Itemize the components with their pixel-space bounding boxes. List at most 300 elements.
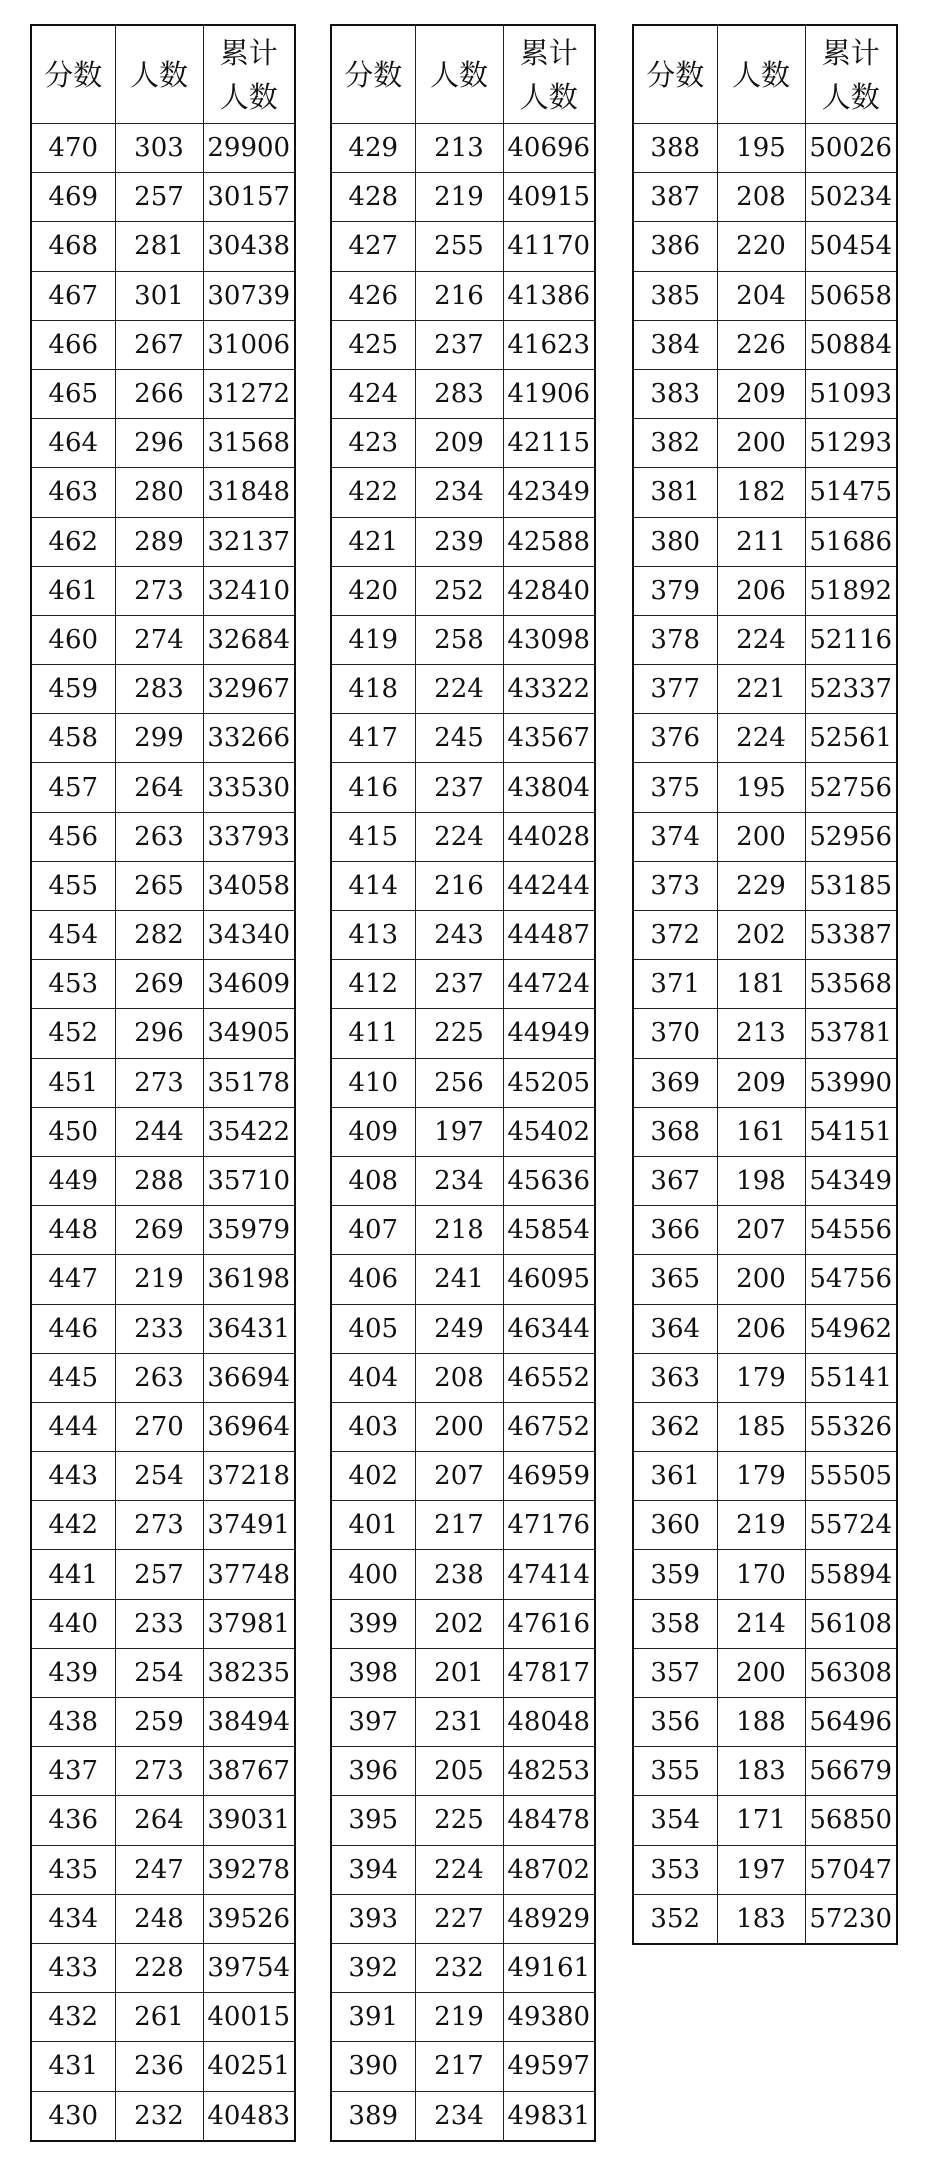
count-cell: 224 [415, 665, 503, 714]
table-row [633, 566, 897, 615]
score-cell: 441 [31, 1550, 115, 1599]
table-row [633, 665, 897, 714]
table-row [331, 665, 595, 714]
score-cell: 451 [31, 1058, 115, 1107]
table-row [331, 1894, 595, 1943]
score-cell: 418 [331, 665, 415, 714]
count-cell: 216 [415, 861, 503, 910]
cumulative-cell: 37218 [203, 1452, 295, 1501]
cumulative-cell: 49597 [503, 2042, 595, 2091]
count-cell: 200 [717, 812, 805, 861]
cumulative-cell: 31272 [203, 369, 295, 418]
count-header: 人数 [717, 25, 805, 124]
score-cell: 411 [331, 1009, 415, 1058]
cumulative-cell: 54556 [805, 1206, 897, 1255]
score-cell: 365 [633, 1255, 717, 1304]
score-cell: 415 [331, 812, 415, 861]
count-cell: 206 [717, 566, 805, 615]
count-cell: 209 [717, 1058, 805, 1107]
count-cell: 264 [115, 1796, 203, 1845]
count-cell: 299 [115, 714, 203, 763]
table-row [331, 1058, 595, 1107]
cumulative-cell: 47414 [503, 1550, 595, 1599]
cumulative-cell: 43567 [503, 714, 595, 763]
score-cell: 364 [633, 1304, 717, 1353]
count-cell: 289 [115, 517, 203, 566]
score-cell: 371 [633, 960, 717, 1009]
table-row [331, 1255, 595, 1304]
count-cell: 225 [415, 1009, 503, 1058]
cumulative-cell: 41623 [503, 320, 595, 369]
score-table-2 [330, 24, 596, 2142]
score-cell: 457 [31, 763, 115, 812]
table-row [31, 419, 295, 468]
table-row [633, 1894, 897, 1944]
count-cell: 195 [717, 124, 805, 173]
score-cell: 416 [331, 763, 415, 812]
cumulative-cell: 45636 [503, 1156, 595, 1205]
count-cell: 273 [115, 1058, 203, 1107]
table-row [31, 271, 295, 320]
cumulative-cell: 53781 [805, 1009, 897, 1058]
cumulative-cell: 30438 [203, 222, 295, 271]
score-cell: 465 [31, 369, 115, 418]
score-cell: 409 [331, 1107, 415, 1156]
count-cell: 254 [115, 1452, 203, 1501]
table-row [633, 1452, 897, 1501]
score-cell: 373 [633, 861, 717, 910]
cumulative-cell: 32137 [203, 517, 295, 566]
score-cell: 367 [633, 1156, 717, 1205]
cumulative-cell: 53185 [805, 861, 897, 910]
count-cell: 226 [717, 320, 805, 369]
score-cell: 437 [31, 1747, 115, 1796]
cumulative-cell: 39754 [203, 1943, 295, 1992]
table-row [633, 1107, 897, 1156]
score-cell: 419 [331, 615, 415, 664]
cumulative-cell: 46752 [503, 1402, 595, 1451]
count-cell: 200 [415, 1402, 503, 1451]
score-cell: 423 [331, 419, 415, 468]
cumulative-cell: 38767 [203, 1747, 295, 1796]
cumulative-cell: 54962 [805, 1304, 897, 1353]
cumulative-cell: 45205 [503, 1058, 595, 1107]
score-cell: 459 [31, 665, 115, 714]
count-header: 人数 [415, 25, 503, 124]
score-cell: 397 [331, 1698, 415, 1747]
count-cell: 221 [717, 665, 805, 714]
count-cell: 200 [717, 1648, 805, 1697]
cumulative-cell: 36198 [203, 1255, 295, 1304]
cumulative-cell: 46552 [503, 1353, 595, 1402]
cumulative-cell: 51892 [805, 566, 897, 615]
score-cell: 446 [31, 1304, 115, 1353]
score-cell: 447 [31, 1255, 115, 1304]
table-row [633, 468, 897, 517]
count-cell: 274 [115, 615, 203, 664]
cumulative-cell: 32967 [203, 665, 295, 714]
count-header: 人数 [115, 25, 203, 124]
count-cell: 252 [415, 566, 503, 615]
table-row [31, 517, 295, 566]
score-cell: 366 [633, 1206, 717, 1255]
table-row [331, 1943, 595, 1992]
count-cell: 219 [115, 1255, 203, 1304]
cumulative-cell: 55141 [805, 1353, 897, 1402]
count-cell: 183 [717, 1747, 805, 1796]
cumulative-cell: 40015 [203, 1993, 295, 2042]
table-row [633, 911, 897, 960]
table-row [331, 2091, 595, 2141]
score-cell: 439 [31, 1648, 115, 1697]
score-table-1 [30, 24, 296, 2142]
score-cell: 377 [633, 665, 717, 714]
cumulative-cell: 48702 [503, 1845, 595, 1894]
table-row [331, 1845, 595, 1894]
score-cell: 389 [331, 2091, 415, 2141]
cumulative-cell: 57047 [805, 1845, 897, 1894]
cumulative-cell: 44244 [503, 861, 595, 910]
count-cell: 213 [415, 124, 503, 173]
cumulative-cell: 41170 [503, 222, 595, 271]
table-row [331, 1353, 595, 1402]
count-cell: 267 [115, 320, 203, 369]
score-cell: 438 [31, 1698, 115, 1747]
count-cell: 202 [415, 1599, 503, 1648]
score-cell: 448 [31, 1206, 115, 1255]
score-cell: 433 [31, 1943, 115, 1992]
score-cell: 462 [31, 517, 115, 566]
score-cell: 463 [31, 468, 115, 517]
table-row [31, 222, 295, 271]
count-cell: 245 [415, 714, 503, 763]
cumulative-cell: 53568 [805, 960, 897, 1009]
cumulative-cell: 41386 [503, 271, 595, 320]
table-row [31, 1648, 295, 1697]
score-cell: 376 [633, 714, 717, 763]
table-row [633, 1009, 897, 1058]
table-row [331, 1796, 595, 1845]
table-row [331, 566, 595, 615]
score-cell: 372 [633, 911, 717, 960]
count-cell: 269 [115, 960, 203, 1009]
cumulative-cell: 49831 [503, 2091, 595, 2141]
table-row [633, 1796, 897, 1845]
count-cell: 239 [415, 517, 503, 566]
cumulative-cell: 54756 [805, 1255, 897, 1304]
score-cell: 413 [331, 911, 415, 960]
count-cell: 266 [115, 369, 203, 418]
cumulative-cell: 39278 [203, 1845, 295, 1894]
table-row [31, 861, 295, 910]
count-cell: 200 [717, 1255, 805, 1304]
count-cell: 233 [115, 1304, 203, 1353]
table-row [31, 1993, 295, 2042]
score-cell: 359 [633, 1550, 717, 1599]
table-row [633, 960, 897, 1009]
cumulative-cell: 35422 [203, 1107, 295, 1156]
count-cell: 182 [717, 468, 805, 517]
count-cell: 217 [415, 2042, 503, 2091]
score-cell: 425 [331, 320, 415, 369]
score-cell: 458 [31, 714, 115, 763]
count-cell: 237 [415, 320, 503, 369]
table-row [31, 911, 295, 960]
table-row [633, 222, 897, 271]
cumulative-cell: 38494 [203, 1698, 295, 1747]
score-cell: 422 [331, 468, 415, 517]
cumulative-cell: 37981 [203, 1599, 295, 1648]
cumulative-cell: 29900 [203, 124, 295, 173]
table-row [31, 1402, 295, 1451]
count-cell: 273 [115, 1747, 203, 1796]
cumulative-cell: 52956 [805, 812, 897, 861]
table-row [331, 1747, 595, 1796]
score-cell: 460 [31, 615, 115, 664]
table-row [31, 369, 295, 418]
table-row [31, 1304, 295, 1353]
table-row [331, 960, 595, 1009]
cumulative-cell: 40915 [503, 173, 595, 222]
cumulative-cell: 31568 [203, 419, 295, 468]
count-cell: 254 [115, 1648, 203, 1697]
cumulative-cell: 45854 [503, 1206, 595, 1255]
table-row [331, 468, 595, 517]
table-row [331, 812, 595, 861]
cumulative-cell: 47176 [503, 1501, 595, 1550]
table-row [331, 1993, 595, 2042]
score-cell: 417 [331, 714, 415, 763]
count-cell: 256 [415, 1058, 503, 1107]
cumulative-cell: 34058 [203, 861, 295, 910]
cumulative-cell: 50234 [805, 173, 897, 222]
cumulative-cell: 51475 [805, 468, 897, 517]
score-cell: 432 [31, 1993, 115, 2042]
count-cell: 259 [115, 1698, 203, 1747]
score-cell: 383 [633, 369, 717, 418]
score-cell: 393 [331, 1894, 415, 1943]
score-cell: 464 [31, 419, 115, 468]
score-cell: 429 [331, 124, 415, 173]
score-cell: 431 [31, 2042, 115, 2091]
table-row [633, 1255, 897, 1304]
table-row [633, 1058, 897, 1107]
table-row [331, 1206, 595, 1255]
cumulative-cell: 52561 [805, 714, 897, 763]
table-row [31, 1550, 295, 1599]
score-cell: 385 [633, 271, 717, 320]
cumulative-cell: 33266 [203, 714, 295, 763]
cumulative-cell: 31006 [203, 320, 295, 369]
count-cell: 214 [717, 1599, 805, 1648]
table-body [633, 124, 897, 1944]
cumulative-cell: 37748 [203, 1550, 295, 1599]
count-cell: 296 [115, 419, 203, 468]
table-row [31, 763, 295, 812]
score-cell: 430 [31, 2091, 115, 2141]
score-cell: 362 [633, 1402, 717, 1451]
table-row [633, 419, 897, 468]
score-cell: 468 [31, 222, 115, 271]
score-cell: 360 [633, 1501, 717, 1550]
score-cell: 450 [31, 1107, 115, 1156]
count-cell: 195 [717, 763, 805, 812]
count-cell: 269 [115, 1206, 203, 1255]
count-cell: 237 [415, 960, 503, 1009]
cumulative-cell: 30739 [203, 271, 295, 320]
header-row [31, 25, 295, 124]
count-cell: 219 [717, 1501, 805, 1550]
table-row [633, 173, 897, 222]
cumulative-cell: 55724 [805, 1501, 897, 1550]
cumulative-cell: 57230 [805, 1894, 897, 1944]
cumulative-header: 累计 人数 [503, 25, 595, 124]
score-cell: 445 [31, 1353, 115, 1402]
cumulative-cell: 44724 [503, 960, 595, 1009]
table-row [31, 468, 295, 517]
count-cell: 207 [717, 1206, 805, 1255]
count-cell: 281 [115, 222, 203, 271]
table-row [331, 861, 595, 910]
cumulative-cell: 34340 [203, 911, 295, 960]
count-cell: 258 [415, 615, 503, 664]
score-cell: 421 [331, 517, 415, 566]
count-cell: 280 [115, 468, 203, 517]
count-cell: 213 [717, 1009, 805, 1058]
count-cell: 204 [717, 271, 805, 320]
table-row [31, 1107, 295, 1156]
score-cell: 469 [31, 173, 115, 222]
count-cell: 282 [115, 911, 203, 960]
table-row [331, 1452, 595, 1501]
count-cell: 197 [717, 1845, 805, 1894]
count-cell: 264 [115, 763, 203, 812]
count-cell: 218 [415, 1206, 503, 1255]
cumulative-cell: 48478 [503, 1796, 595, 1845]
count-cell: 209 [717, 369, 805, 418]
count-cell: 233 [115, 1599, 203, 1648]
cumulative-cell: 52116 [805, 615, 897, 664]
score-cell: 368 [633, 1107, 717, 1156]
cumulative-cell: 47817 [503, 1648, 595, 1697]
cumulative-cell: 40251 [203, 2042, 295, 2091]
score-cell: 452 [31, 1009, 115, 1058]
count-cell: 257 [115, 173, 203, 222]
count-cell: 197 [415, 1107, 503, 1156]
score-cell: 378 [633, 615, 717, 664]
table-row [331, 320, 595, 369]
count-cell: 224 [717, 714, 805, 763]
table-row [633, 1304, 897, 1353]
cumulative-cell: 54349 [805, 1156, 897, 1205]
count-cell: 205 [415, 1747, 503, 1796]
cumulative-cell: 53990 [805, 1058, 897, 1107]
table-row [633, 124, 897, 173]
score-cell: 354 [633, 1796, 717, 1845]
cumulative-cell: 41906 [503, 369, 595, 418]
score-cell: 353 [633, 1845, 717, 1894]
table-row [331, 714, 595, 763]
cumulative-cell: 55894 [805, 1550, 897, 1599]
table-row [331, 1501, 595, 1550]
count-cell: 185 [717, 1402, 805, 1451]
table-row [633, 763, 897, 812]
cumulative-cell: 43322 [503, 665, 595, 714]
count-cell: 216 [415, 271, 503, 320]
score-cell: 374 [633, 812, 717, 861]
count-cell: 247 [115, 1845, 203, 1894]
score-cell: 388 [633, 124, 717, 173]
count-cell: 209 [415, 419, 503, 468]
cumulative-cell: 36431 [203, 1304, 295, 1353]
table-row [31, 1747, 295, 1796]
score-cell: 370 [633, 1009, 717, 1058]
table-row [31, 1206, 295, 1255]
count-cell: 301 [115, 271, 203, 320]
table-row [331, 1550, 595, 1599]
score-cell: 428 [331, 173, 415, 222]
cumulative-cell: 48253 [503, 1747, 595, 1796]
cumulative-cell: 49380 [503, 1993, 595, 2042]
table-row [31, 1058, 295, 1107]
score-cell: 375 [633, 763, 717, 812]
cumulative-cell: 56108 [805, 1599, 897, 1648]
cumulative-cell: 50026 [805, 124, 897, 173]
table-row [633, 1156, 897, 1205]
score-cell: 470 [31, 124, 115, 173]
count-cell: 171 [717, 1796, 805, 1845]
cumulative-cell: 35178 [203, 1058, 295, 1107]
score-cell: 358 [633, 1599, 717, 1648]
score-cell: 369 [633, 1058, 717, 1107]
score-cell: 420 [331, 566, 415, 615]
table-row [331, 517, 595, 566]
cumulative-cell: 31848 [203, 468, 295, 517]
table-row [31, 960, 295, 1009]
cumulative-cell: 32684 [203, 615, 295, 664]
cumulative-cell: 42588 [503, 517, 595, 566]
cumulative-cell: 51293 [805, 419, 897, 468]
table-row [331, 1402, 595, 1451]
score-cell: 442 [31, 1501, 115, 1550]
score-header: 分数 [633, 25, 717, 124]
cumulative-cell: 44028 [503, 812, 595, 861]
score-cell: 456 [31, 812, 115, 861]
score-header: 分数 [31, 25, 115, 124]
count-cell: 224 [415, 812, 503, 861]
count-cell: 183 [717, 1894, 805, 1944]
cumulative-cell: 44487 [503, 911, 595, 960]
table-row [331, 271, 595, 320]
score-cell: 394 [331, 1845, 415, 1894]
table-row [31, 1698, 295, 1747]
cumulative-cell: 53387 [805, 911, 897, 960]
cumulative-cell: 46959 [503, 1452, 595, 1501]
table-row [31, 665, 295, 714]
cumulative-cell: 35979 [203, 1206, 295, 1255]
cumulative-cell: 46095 [503, 1255, 595, 1304]
table-row [331, 1599, 595, 1648]
table-row [331, 173, 595, 222]
table-row [633, 1599, 897, 1648]
count-cell: 261 [115, 1993, 203, 2042]
cumulative-cell: 34609 [203, 960, 295, 1009]
table-body [331, 124, 595, 2141]
count-cell: 234 [415, 468, 503, 517]
count-cell: 273 [115, 1501, 203, 1550]
score-cell: 405 [331, 1304, 415, 1353]
count-cell: 200 [717, 419, 805, 468]
